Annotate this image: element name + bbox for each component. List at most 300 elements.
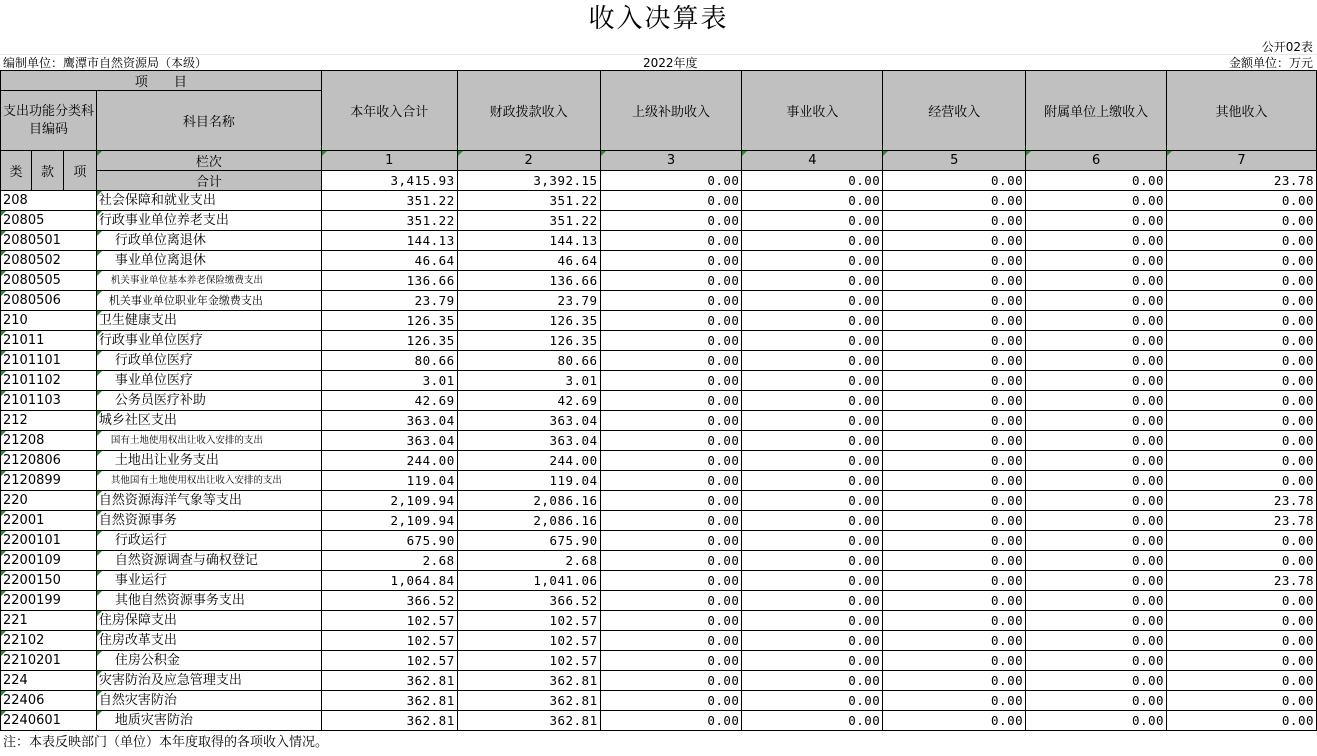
row-value-5: 0.00 [883,311,1026,331]
row-value-7: 0.00 [1167,691,1317,711]
row-value-3: 0.00 [600,471,742,491]
table-row [1,491,1317,511]
subject-name-header: 科目名称 [96,91,321,151]
row-value-6: 0.00 [1026,471,1167,491]
row-value-5: 0.00 [883,631,1026,651]
row-value-3: 0.00 [600,491,742,511]
total-label: 合计 [96,171,321,191]
row-value-5: 0.00 [883,431,1026,451]
col-num-5: 5 [883,151,1026,171]
row-code: 2101102 [1,371,97,391]
row-value-4: 0.00 [742,611,883,631]
table-row [1,251,1317,271]
table-body [1,191,1317,731]
row-value-3: 0.00 [600,391,742,411]
row-value-6: 0.00 [1026,691,1167,711]
row-value-2: 2,086.16 [457,511,600,531]
row-value-7: 0.00 [1167,471,1317,491]
col-header-5: 经营收入 [883,71,1026,151]
row-value-1: 2.68 [321,551,457,571]
table-row [1,511,1317,531]
total-cell: 0.00 [742,171,883,191]
row-value-4: 0.00 [742,291,883,311]
row-value-5: 0.00 [883,471,1026,491]
row-value-7: 0.00 [1167,191,1317,211]
row-value-1: 366.52 [321,591,457,611]
row-value-7: 0.00 [1167,551,1317,571]
table-row [1,631,1317,651]
row-subject-name: 行政事业单位医疗 [96,331,321,351]
row-value-7: 0.00 [1167,591,1317,611]
row-code: 220 [1,491,97,511]
table-row [1,571,1317,591]
row-value-4: 0.00 [742,491,883,511]
row-value-2: 363.04 [457,411,600,431]
row-value-3: 0.00 [600,611,742,631]
row-value-5: 0.00 [883,491,1026,511]
row-value-3: 0.00 [600,551,742,571]
row-value-5: 0.00 [883,211,1026,231]
row-value-4: 0.00 [742,691,883,711]
row-code: 21011 [1,331,97,351]
col-header-4: 事业收入 [742,71,883,151]
row-value-2: 675.90 [457,531,600,551]
row-code: 208 [1,191,97,211]
row-subject-name: 住房保障支出 [96,611,321,631]
row-value-3: 0.00 [600,251,742,271]
row-value-2: 1,041.06 [457,571,600,591]
row-value-1: 351.22 [321,191,457,211]
row-code: 2120806 [1,451,97,471]
row-value-6: 0.00 [1026,351,1167,371]
row-value-7: 0.00 [1167,291,1317,311]
total-cell: 3,392.15 [457,171,600,191]
row-subject-name: 机关事业单位职业年金缴费支出 [96,291,321,311]
row-value-3: 0.00 [600,691,742,711]
row-value-1: 42.69 [321,391,457,411]
row-code: 2080505 [1,271,97,291]
row-code: 224 [1,671,97,691]
row-value-1: 126.35 [321,311,457,331]
row-subject-name: 自然资源事务 [96,511,321,531]
row-value-3: 0.00 [600,291,742,311]
row-value-3: 0.00 [600,571,742,591]
row-value-5: 0.00 [883,611,1026,631]
col-header-7: 其他收入 [1167,71,1317,151]
money-unit: 金额单位：万元 [1228,56,1313,70]
row-value-6: 0.00 [1026,211,1167,231]
row-value-3: 0.00 [600,591,742,611]
row-value-1: 102.57 [321,631,457,651]
row-subject-name: 卫生健康支出 [96,311,321,331]
row-value-7: 0.00 [1167,331,1317,351]
table-row [1,711,1317,731]
row-value-7: 0.00 [1167,251,1317,271]
row-value-5: 0.00 [883,671,1026,691]
table-row [1,411,1317,431]
row-subject-name: 地质灾害防治 [96,711,321,731]
row-value-7: 0.00 [1167,371,1317,391]
row-value-5: 0.00 [883,271,1026,291]
row-subject-name: 行政单位医疗 [96,351,321,371]
row-value-6: 0.00 [1026,251,1167,271]
row-value-7: 0.00 [1167,271,1317,291]
row-value-2: 126.35 [457,331,600,351]
row-value-4: 0.00 [742,571,883,591]
row-value-6: 0.00 [1026,371,1167,391]
row-value-6: 0.00 [1026,591,1167,611]
row-value-6: 0.00 [1026,411,1167,431]
row-value-5: 0.00 [883,531,1026,551]
row-code: 2080506 [1,291,97,311]
row-code: 2200199 [1,591,97,611]
row-value-7: 0.00 [1167,311,1317,331]
row-value-6: 0.00 [1026,311,1167,331]
row-subject-name: 事业运行 [96,571,321,591]
row-code: 22102 [1,631,97,651]
row-value-2: 119.04 [457,471,600,491]
row-value-1: 102.57 [321,611,457,631]
row-value-5: 0.00 [883,511,1026,531]
row-value-5: 0.00 [883,331,1026,351]
row-value-4: 0.00 [742,331,883,351]
row-value-4: 0.00 [742,651,883,671]
func-code-header: 支出功能分类科目编码 [1,91,97,151]
row-value-7: 0.00 [1167,211,1317,231]
row-value-2: 363.04 [457,431,600,451]
row-subject-name: 灾害防治及应急管理支出 [96,671,321,691]
row-code: 2080501 [1,231,97,251]
table-row [1,311,1317,331]
row-code: 2120899 [1,471,97,491]
row-value-4: 0.00 [742,211,883,231]
lanci-header: 栏次 [96,151,321,171]
row-value-1: 2,109.94 [321,511,457,531]
row-value-6: 0.00 [1026,631,1167,651]
xiang-header: 项 [63,151,96,191]
col-num-2: 2 [457,151,600,171]
row-value-2: 23.79 [457,291,600,311]
row-value-2: 351.22 [457,211,600,231]
row-subject-name: 住房改革支出 [96,631,321,651]
row-value-4: 0.00 [742,631,883,651]
row-subject-name: 其他自然资源事务支出 [96,591,321,611]
row-value-7: 0.00 [1167,451,1317,471]
row-value-3: 0.00 [600,531,742,551]
table-row [1,591,1317,611]
col-header-3: 上级补助收入 [600,71,742,151]
row-value-3: 0.00 [600,191,742,211]
row-value-2: 46.64 [457,251,600,271]
row-value-4: 0.00 [742,531,883,551]
row-value-5: 0.00 [883,391,1026,411]
row-value-6: 0.00 [1026,431,1167,451]
col-header-2: 财政拨款收入 [457,71,600,151]
row-value-1: 363.04 [321,411,457,431]
table-row [1,191,1317,211]
row-code: 22001 [1,511,97,531]
row-code: 2200101 [1,531,97,551]
row-value-2: 351.22 [457,191,600,211]
row-subject-name: 机关事业单位基本养老保险缴费支出 [96,271,321,291]
table-row [1,471,1317,491]
row-value-1: 126.35 [321,331,457,351]
row-value-2: 3.01 [457,371,600,391]
row-value-1: 244.00 [321,451,457,471]
row-value-3: 0.00 [600,411,742,431]
row-value-4: 0.00 [742,671,883,691]
row-value-6: 0.00 [1026,551,1167,571]
row-value-3: 0.00 [600,651,742,671]
row-value-1: 2,109.94 [321,491,457,511]
row-value-6: 0.00 [1026,711,1167,731]
row-value-2: 362.81 [457,711,600,731]
col-num-7: 7 [1167,151,1317,171]
row-value-2: 362.81 [457,691,600,711]
row-value-3: 0.00 [600,711,742,731]
kuan-header: 款 [31,151,63,191]
row-value-5: 0.00 [883,251,1026,271]
row-value-6: 0.00 [1026,491,1167,511]
row-value-5: 0.00 [883,591,1026,611]
row-value-4: 0.00 [742,511,883,531]
row-value-2: 136.66 [457,271,600,291]
row-value-4: 0.00 [742,371,883,391]
row-subject-name: 行政运行 [96,531,321,551]
row-subject-name: 其他国有土地使用权出让收入安排的支出 [96,471,321,491]
row-value-6: 0.00 [1026,271,1167,291]
row-value-5: 0.00 [883,291,1026,311]
table-row [1,371,1317,391]
row-value-5: 0.00 [883,351,1026,371]
row-value-5: 0.00 [883,691,1026,711]
row-value-7: 0.00 [1167,631,1317,651]
row-value-1: 3.01 [321,371,457,391]
row-value-1: 1,064.84 [321,571,457,591]
row-value-3: 0.00 [600,331,742,351]
row-subject-name: 事业单位离退休 [96,251,321,271]
row-value-4: 0.00 [742,311,883,331]
row-value-1: 23.79 [321,291,457,311]
table-row [1,551,1317,571]
row-code: 221 [1,611,97,631]
row-value-7: 0.00 [1167,391,1317,411]
table-row [1,391,1317,411]
row-code: 212 [1,411,97,431]
row-value-4: 0.00 [742,271,883,291]
row-code: 20805 [1,211,97,231]
row-value-2: 2.68 [457,551,600,571]
table-row [1,451,1317,471]
row-value-5: 0.00 [883,651,1026,671]
row-value-6: 0.00 [1026,331,1167,351]
row-value-3: 0.00 [600,671,742,691]
total-cell: 0.00 [600,171,742,191]
row-value-3: 0.00 [600,631,742,651]
row-value-7: 0.00 [1167,531,1317,551]
row-value-6: 0.00 [1026,571,1167,591]
row-value-2: 366.52 [457,591,600,611]
row-value-2: 244.00 [457,451,600,471]
col-num-1: 1 [321,151,457,171]
row-value-5: 0.00 [883,231,1026,251]
row-value-6: 0.00 [1026,191,1167,211]
row-value-3: 0.00 [600,451,742,471]
row-value-7: 23.78 [1167,571,1317,591]
row-value-5: 0.00 [883,571,1026,591]
row-value-7: 0.00 [1167,231,1317,251]
row-value-4: 0.00 [742,451,883,471]
row-value-1: 362.81 [321,691,457,711]
table-row [1,271,1317,291]
row-value-2: 80.66 [457,351,600,371]
table-row [1,651,1317,671]
item-header: 项 目 [1,71,322,91]
row-value-1: 363.04 [321,431,457,451]
table-row [1,231,1317,251]
table-row [1,531,1317,551]
row-value-7: 0.00 [1167,431,1317,451]
row-value-3: 0.00 [600,371,742,391]
col-num-6: 6 [1026,151,1167,171]
row-value-1: 80.66 [321,351,457,371]
row-value-2: 2,086.16 [457,491,600,511]
table-row [1,291,1317,311]
row-value-1: 46.64 [321,251,457,271]
row-value-7: 0.00 [1167,671,1317,691]
row-code: 2210201 [1,651,97,671]
fiscal-year: 2022年度 [643,56,698,70]
row-subject-name: 自然资源海洋气象等支出 [96,491,321,511]
row-subject-name: 土地出让业务支出 [96,451,321,471]
publish-code: 公开02表 [1261,40,1313,54]
row-value-5: 0.00 [883,411,1026,431]
col-header-1: 本年收入合计 [321,71,457,151]
row-value-1: 351.22 [321,211,457,231]
row-value-5: 0.00 [883,191,1026,211]
table-row [1,431,1317,451]
col-header-6: 附属单位上缴收入 [1026,71,1167,151]
row-code: 22406 [1,691,97,711]
row-subject-name: 自然灾害防治 [96,691,321,711]
row-value-1: 102.57 [321,651,457,671]
row-value-7: 0.00 [1167,711,1317,731]
row-value-3: 0.00 [600,351,742,371]
row-value-7: 0.00 [1167,411,1317,431]
row-value-2: 102.57 [457,611,600,631]
row-value-7: 23.78 [1167,491,1317,511]
row-value-2: 144.13 [457,231,600,251]
row-value-4: 0.00 [742,251,883,271]
total-cell: 0.00 [1026,171,1167,191]
row-value-4: 0.00 [742,551,883,571]
row-value-1: 136.66 [321,271,457,291]
row-value-4: 0.00 [742,711,883,731]
row-value-3: 0.00 [600,211,742,231]
row-value-3: 0.00 [600,311,742,331]
row-value-6: 0.00 [1026,451,1167,471]
row-value-4: 0.00 [742,351,883,371]
row-value-4: 0.00 [742,411,883,431]
row-code: 2101101 [1,351,97,371]
table-row [1,351,1317,371]
row-code: 210 [1,311,97,331]
row-value-4: 0.00 [742,391,883,411]
row-value-2: 42.69 [457,391,600,411]
row-value-5: 0.00 [883,451,1026,471]
row-value-4: 0.00 [742,591,883,611]
total-cell: 3,415.93 [321,171,457,191]
row-value-6: 0.00 [1026,611,1167,631]
row-code: 2080502 [1,251,97,271]
row-value-2: 102.57 [457,651,600,671]
table-row [1,211,1317,231]
row-value-7: 0.00 [1167,351,1317,371]
row-subject-name: 公务员医疗补助 [96,391,321,411]
row-value-4: 0.00 [742,471,883,491]
row-value-5: 0.00 [883,551,1026,571]
row-value-7: 0.00 [1167,611,1317,631]
table-row [1,691,1317,711]
row-value-3: 0.00 [600,431,742,451]
col-num-3: 3 [600,151,742,171]
row-value-2: 126.35 [457,311,600,331]
row-code: 21208 [1,431,97,451]
row-value-1: 362.81 [321,671,457,691]
row-value-1: 119.04 [321,471,457,491]
row-value-6: 0.00 [1026,651,1167,671]
compiling-unit: 编制单位：鹰潭市自然资源局（本级） [3,56,208,70]
row-value-2: 362.81 [457,671,600,691]
report-title: 收入决算表 [588,4,729,34]
row-subject-name: 行政单位离退休 [96,231,321,251]
row-subject-name: 国有土地使用权出让收入安排的支出 [96,431,321,451]
row-value-6: 0.00 [1026,671,1167,691]
row-value-6: 0.00 [1026,511,1167,531]
income-final-accounts-table [0,70,1317,731]
row-subject-name: 自然资源调查与确权登记 [96,551,321,571]
row-subject-name: 城乡社区支出 [96,411,321,431]
row-code: 2200109 [1,551,97,571]
row-code: 2101103 [1,391,97,411]
row-value-1: 362.81 [321,711,457,731]
row-value-7: 0.00 [1167,651,1317,671]
row-value-4: 0.00 [742,231,883,251]
footnote: 注：本表反映部门（单位）本年度取得的各项收入情况。 [3,735,329,750]
row-subject-name: 事业单位医疗 [96,371,321,391]
row-value-6: 0.00 [1026,291,1167,311]
lei-header: 类 [1,151,32,191]
row-subject-name: 行政事业单位养老支出 [96,211,321,231]
row-value-5: 0.00 [883,371,1026,391]
table-row [1,611,1317,631]
row-subject-name: 住房公积金 [96,651,321,671]
row-value-1: 144.13 [321,231,457,251]
row-value-2: 102.57 [457,631,600,651]
row-value-6: 0.00 [1026,391,1167,411]
row-value-3: 0.00 [600,271,742,291]
row-value-1: 675.90 [321,531,457,551]
row-value-4: 0.00 [742,431,883,451]
row-code: 2200150 [1,571,97,591]
row-value-3: 0.00 [600,231,742,251]
row-value-7: 23.78 [1167,511,1317,531]
total-cell: 0.00 [883,171,1026,191]
table-row [1,671,1317,691]
col-num-4: 4 [742,151,883,171]
row-value-6: 0.00 [1026,231,1167,251]
row-value-6: 0.00 [1026,531,1167,551]
